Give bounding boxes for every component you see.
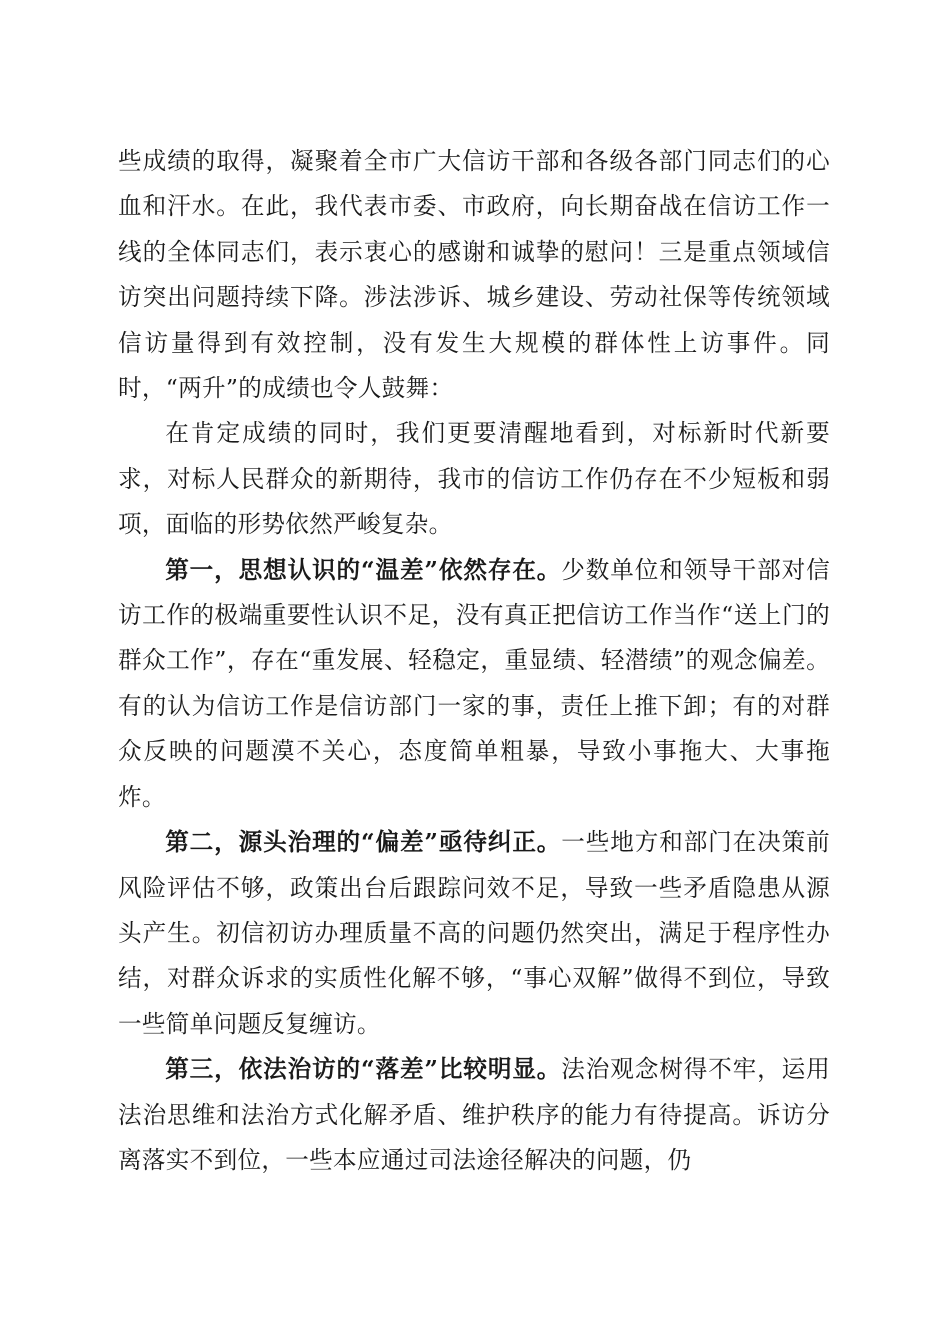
paragraph-first-point bbox=[118, 548, 830, 820]
paragraph-third-point bbox=[118, 1047, 830, 1183]
paragraph-text: 在肯定成绩的同时，我们更要清醒地看到，对标新时代新要求，对标人民群众的新期待，我市的信访工作仍存在不少短板和弱项，面临的形势依然严峻复杂。 bbox=[118, 419, 830, 539]
paragraph-text: 些成绩的取得，凝聚着全市广大信访干部和各级各部门同志们的心血和汗水。在此，我代表市委、市政府，向长期奋战在信访工作一线的全体同志们，表示衷心的感谢和诚挚的慰问！三是重点领域信访突出问题持续下降。涉法涉诉、城乡建设、劳动社保等传统领域信访量得到有效控制，没有发生大规模的群体性上访事件。同时，“两升”的成绩也令人鼓舞： bbox=[118, 147, 830, 403]
paragraph-text: 少数单位和领导干部对信访工作的极端重要性认识不足，没有真正把信访工作当作“送上门的群众工作”，存在“重发展、轻稳定，重显绩、轻潜绩”的观念偏差。有的认为信访工作是信访部门一家的事，责任上推下卸；有的对群众反映的问题漠不关心，态度简单粗暴，导致小事拖大、大事拖炸。 bbox=[118, 555, 830, 811]
paragraph-text: 一些地方和部门在决策前风险评估不够，政策出台后跟踪问效不足，导致一些矛盾隐患从源头产生。初信初访办理质量不高的问题仍然突出，满足于程序性办结，对群众诉求的实质性化解不够，“事心双解”做得不到位，导致一些简单问题反复缠访。 bbox=[118, 828, 830, 1038]
paragraph-lead-heading: 第三，依法治访的“落差”比较明显。 bbox=[165, 1055, 562, 1084]
body-text bbox=[118, 139, 830, 1183]
paragraph-continuation bbox=[118, 139, 830, 411]
paragraph-transition bbox=[118, 411, 830, 547]
paragraph-lead-heading: 第一，思想认识的“温差”依然存在。 bbox=[165, 555, 562, 584]
paragraph-text: 法治观念树得不牢，运用法治思维和法治方式化解矛盾、维护秩序的能力有待提高。诉访分离落实不到位，一些本应通过司法途径解决的问题，仍 bbox=[118, 1055, 830, 1174]
paragraph-lead-heading: 第二，源头治理的“偏差”亟待纠正。 bbox=[165, 828, 562, 857]
paragraph-second-point bbox=[118, 820, 830, 1047]
